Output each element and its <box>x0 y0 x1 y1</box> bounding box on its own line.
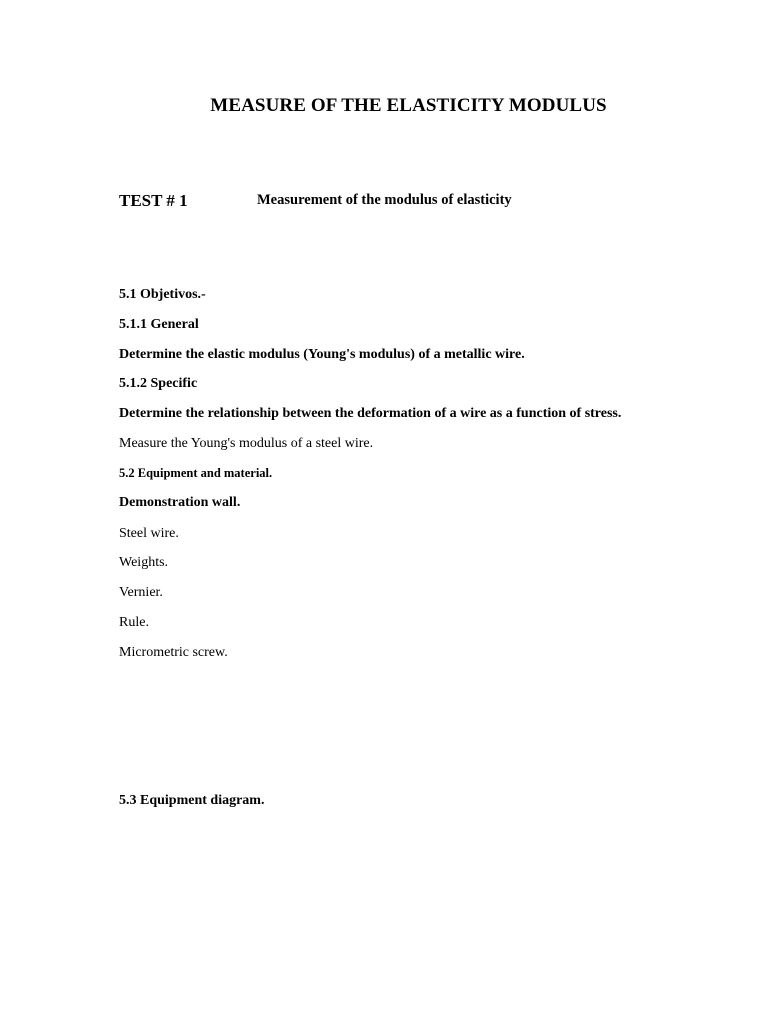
objectives-heading: 5.1 Objetivos.- <box>119 287 206 302</box>
equipment-item: Demonstration wall. <box>119 495 241 510</box>
equipment-item: Weights. <box>119 555 169 570</box>
general-objective-text: Determine the elastic modulus (Young's modulus) of a metallic wire. <box>119 347 525 362</box>
diagram-heading: 5.3 Equipment diagram. <box>119 793 265 808</box>
equipment-item: Vernier. <box>119 585 163 600</box>
specific-objective-text: Determine the relationship between the deformation of a wire as a function of stress. <box>119 406 622 421</box>
equipment-item: Micrometric screw. <box>119 645 228 660</box>
test-number: TEST # 1 <box>119 191 188 210</box>
equipment-item: Steel wire. <box>119 526 179 541</box>
specific-objective-text: Measure the Young's modulus of a steel wire. <box>119 436 374 451</box>
test-title: Measurement of the modulus of elasticity <box>257 192 512 208</box>
equipment-item: Rule. <box>119 615 149 630</box>
general-heading: 5.1.1 General <box>119 317 199 332</box>
specific-heading: 5.1.2 Specific <box>119 376 198 391</box>
document-title: MEASURE OF THE ELASTICITY MODULUS <box>210 95 607 116</box>
equipment-heading: 5.2 Equipment and material. <box>119 466 273 480</box>
